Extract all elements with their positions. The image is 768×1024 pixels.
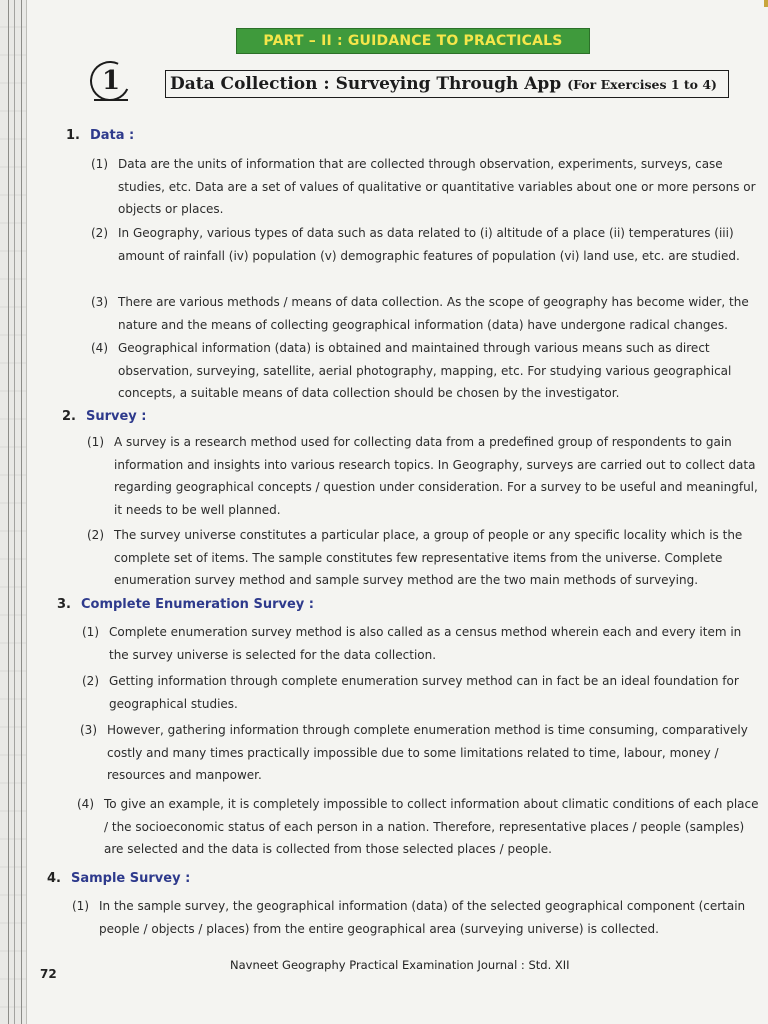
list-item: (4) Geographical information (data) is obtained and maintained through various means such as direct observation, surveying, satellite, aerial photography, mapping, etc. For studying various geographical concepts, a suitable means of data collection should be chosen by the investigator. <box>91 341 732 400</box>
page-number: 72 <box>40 967 57 981</box>
list-item: (2) In Geography, various types of data such as data related to (i) altitude of a place (ii) temperatures (iii) amount of rainfall (iv) population (v) demographic features of population (vi) land use, etc. are studied. <box>91 226 740 263</box>
chapter-title-box <box>165 70 729 98</box>
list-item: (3) There are various methods / means of data collection. As the scope of geography has become wider, the nature and the means of collecting geographical information (data) have undergone radical changes. <box>91 295 749 332</box>
list-item: (1) A survey is a research method used for collecting data from a predefined group of respondents to gain information and insights into various research topics. In Geography, surveys are carried out to collect data regarding geographical concepts / question under consideration. For a survey to be useful and meaningful, it needs to be well planned. <box>87 435 758 517</box>
page-footer: Navneet Geography Practical Examination Journal : Std. XII <box>230 958 570 972</box>
list-item: (2) Getting information through complete enumeration survey method can in fact be an ideal foundation for geographical studies. <box>82 674 739 711</box>
section-heading-sample-survey: 4. Sample Survey : <box>47 871 191 886</box>
list-item: (1) Complete enumeration survey method is also called as a census method wherein each and every item in the survey universe is selected for the data collection. <box>82 625 742 662</box>
chapter-subtitle: (For Exercises 1 to 4) <box>567 77 717 92</box>
chapter-number: 1 <box>92 62 130 100</box>
list-item: (4) To give an example, it is completely impossible to collect information about climatic conditions of each place / the socioeconomic status of each person in a nation. Therefore, representative places / people (samples) are selected and the data is collected from those selected places / people. <box>77 797 759 856</box>
list-item: (1) In the sample survey, the geographical information (data) of the selected geographical component (certain people / objects / places) from the entire geographical area (surveying universe) is collected. <box>72 899 746 936</box>
chapter-title: Data Collection : Surveying Through App <box>170 74 562 94</box>
list-item: (1) Data are the units of information that are collected through observation, experiments, surveys, case studies, etc. Data are a set of values of qualitative or quantitative variables about one or more persons or objects or places. <box>91 157 756 216</box>
section-heading-data: 1. Data : <box>66 128 135 143</box>
part-banner: PART – II : GUIDANCE TO PRACTICALS <box>236 28 590 54</box>
page-corner-mark <box>764 0 768 7</box>
list-item: (3) However, gathering information through complete enumeration method is time consuming, comparatively costly and many times practically impossible due to some limitations related to time, labour, money / resources and manpower. <box>80 723 748 782</box>
section-heading-survey: 2. Survey : <box>62 409 147 424</box>
book-binding-edge <box>0 0 27 1024</box>
section-heading-complete-enumeration: 3. Complete Enumeration Survey : <box>57 597 314 612</box>
list-item: (2) The survey universe constitutes a particular place, a group of people or any specific locality which is the complete set of items. The sample constitutes few representative items from the universe. Complete enumeration survey method and sample survey method are the two main methods of surveying. <box>87 528 743 587</box>
